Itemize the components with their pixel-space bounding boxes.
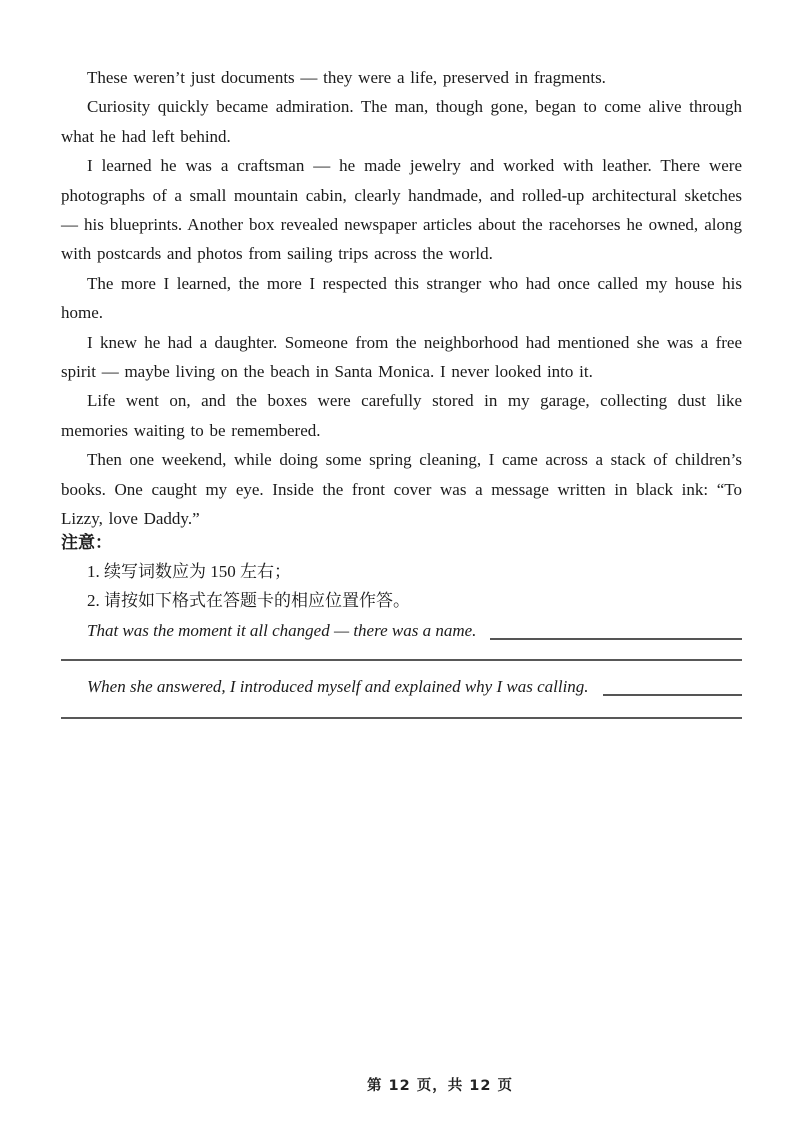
story-paragraph: The more I learned, the more I respected this stranger who had once called my house his home. — [61, 273, 742, 323]
story-paragraph: I knew he had a daughter. Someone from the neighborhood had mentioned she was a free spirit — maybe living on the beach in Santa Monica. I never looked into it. — [61, 332, 742, 382]
story-paragraph: Curiosity quickly became admiration. The man, though gone, began to come alive through what he had left behind. — [61, 97, 742, 146]
story-paragraph: Then one weekend, while doing some spring cleaning, I came across a stack of children’s books. One caught my eye. Inside the front cover was a message written in black ink: “To Lizzy, love Daddy.” — [61, 450, 742, 529]
prompt-sentence: That was the moment it all changed — there was a name. — [87, 620, 477, 640]
page-content — [61, 63, 742, 719]
page-footer: 第 12 页，共 12 页 — [366, 1078, 514, 1094]
note-item: 1. 续写词数应为 150 左右； — [87, 561, 291, 581]
prompt-sentence: When she answered, I introduced myself and explained why I was calling. — [87, 677, 589, 697]
answer-blank-line — [490, 636, 742, 640]
continuation-prompt-2 — [61, 672, 742, 701]
story-paragraph: These weren’t just documents — they were a life, preserved in fragments. — [87, 68, 606, 87]
divider-line — [61, 659, 742, 661]
answer-blank-line — [603, 692, 742, 696]
notes-section — [61, 528, 742, 616]
divider-line — [61, 717, 742, 719]
note-item: 2. 请按如下格式在答题卡的相应位置作答。 — [87, 591, 410, 611]
notes-heading: 注意： — [61, 532, 112, 552]
continuation-prompt-1 — [61, 616, 742, 645]
story-paragraph: Life went on, and the boxes were carefully stored in my garage, collecting dust like memories waiting to be remembered. — [61, 391, 742, 440]
story-paragraph: I learned he was a craftsman — he made jewelry and worked with leather. There were photographs of a small mountain cabin, clearly handmade, and rolled-up architectural sketches — his blueprints. Another box revealed newspaper articles about the racehorses he owned, along with postcards and photos from sailing trips across the world. — [61, 156, 742, 264]
